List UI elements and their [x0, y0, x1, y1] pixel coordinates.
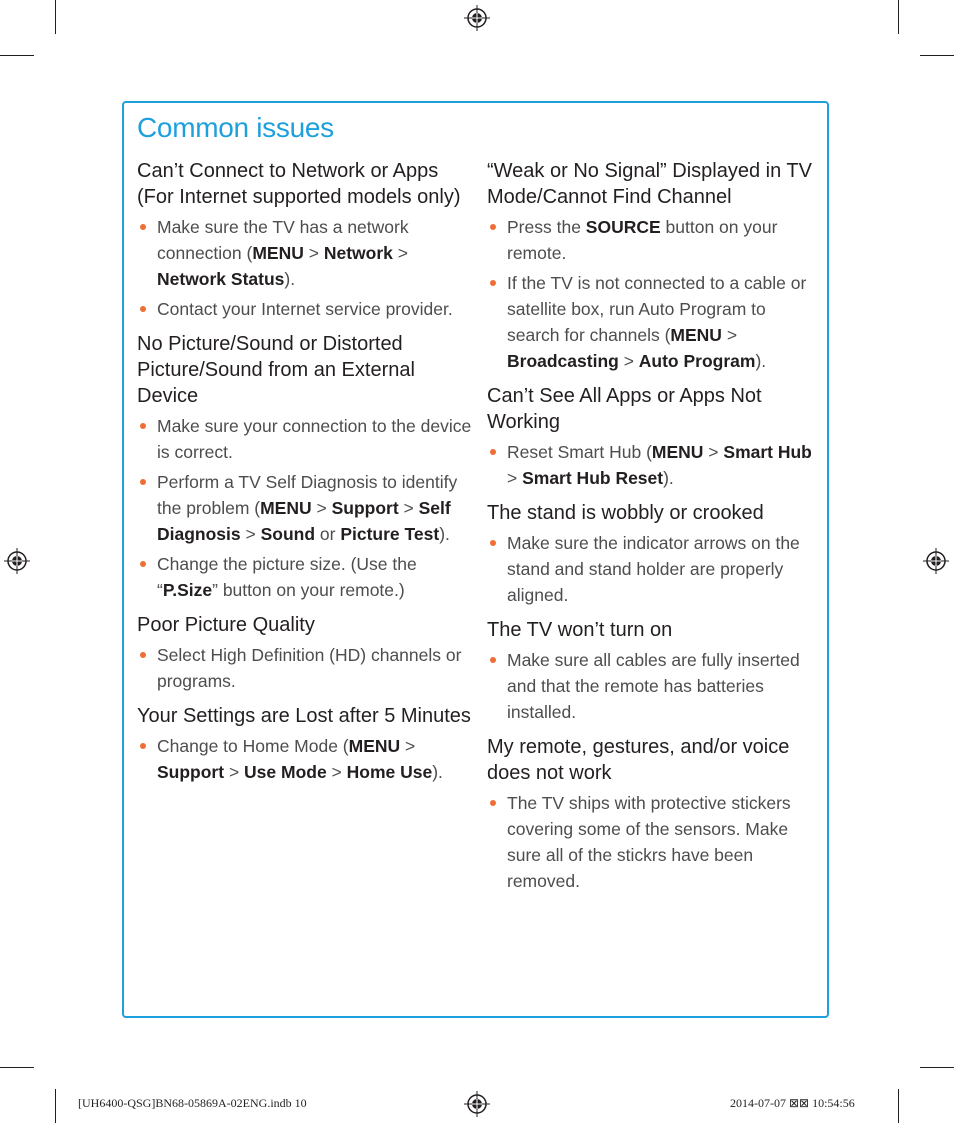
bullet-text: Perform a TV Self Diagnosis to identify the problem ( — [157, 472, 458, 518]
bullet-text: ” button on your remote.) — [212, 580, 405, 600]
menu-path-keyword: MENU — [651, 442, 704, 462]
bullet-dot-icon — [490, 540, 496, 546]
bullet-dot-icon — [140, 224, 146, 230]
bullet-item — [137, 296, 472, 322]
menu-path-keyword: P.Size — [162, 580, 213, 600]
bullet-text: > — [303, 243, 324, 263]
bullet-text: Press the — [507, 217, 586, 237]
page-title: Common issues — [137, 112, 334, 143]
bullet-text: Make sure the indicator arrows on the stand and stand holder are properly aligned. — [507, 533, 800, 605]
registration-mark-icon — [923, 548, 949, 574]
menu-path-keyword: Network — [323, 243, 393, 263]
bullet-text: > — [392, 243, 408, 263]
menu-path-keyword: Use Mode — [244, 762, 327, 782]
menu-path-keyword: Network Status — [157, 269, 285, 289]
bullet-item — [137, 214, 472, 292]
file-slug: [UH6400-QSG]BN68-05869A-02ENG.indb 10 — [78, 1096, 307, 1110]
crop-mark-icon — [920, 1067, 954, 1068]
bullet-dot-icon — [490, 657, 496, 663]
crop-mark-icon — [0, 55, 34, 56]
bullet-list — [137, 642, 472, 694]
bullet-list — [137, 413, 472, 603]
bullet-item — [137, 551, 472, 603]
menu-path-keyword: MENU — [670, 325, 722, 345]
section-heading: Can’t See All Apps or Apps Not Working — [487, 385, 762, 433]
menu-path-keyword: Support — [331, 498, 399, 518]
bullet-text: > — [398, 498, 419, 518]
bullet-text: ). — [755, 351, 767, 371]
menu-path-keyword: MENU — [260, 498, 312, 518]
section-heading: No Picture/Sound or Distorted Picture/Sound from an External Device — [137, 333, 415, 407]
menu-path-keyword: Support — [157, 762, 225, 782]
bullet-text: > — [618, 351, 639, 371]
bullet-list — [137, 214, 472, 322]
bullet-dot-icon — [140, 423, 146, 429]
bullet-text: Reset Smart Hub ( — [507, 442, 652, 462]
bullet-dot-icon — [490, 800, 496, 806]
bullet-item — [487, 790, 817, 894]
bullet-text: Make sure the TV has a network connection ( — [157, 217, 409, 263]
crop-mark-icon — [898, 1089, 899, 1123]
bullet-list — [487, 530, 817, 608]
menu-path-keyword: Sound — [260, 524, 316, 544]
bullet-text: > — [326, 762, 347, 782]
bullet-list — [487, 214, 817, 374]
right-column — [487, 158, 817, 903]
section-heading: Can’t Connect to Network or Apps (For Internet supported models only) — [137, 160, 461, 208]
bullet-dot-icon — [140, 561, 146, 567]
section-heading: The TV won’t turn on — [487, 619, 673, 641]
left-column — [137, 158, 472, 794]
bullet-dot-icon — [490, 224, 496, 230]
bullet-text: > — [240, 524, 261, 544]
registration-mark-icon — [4, 548, 30, 574]
bullet-item — [137, 642, 472, 694]
bullet-text: Change the picture size. (Use the “ — [157, 554, 417, 600]
bullet-text: ). — [432, 762, 443, 782]
bullet-dot-icon — [490, 449, 496, 455]
bullet-list — [487, 647, 817, 725]
menu-path-keyword: Smart Hub Reset — [522, 468, 664, 488]
section — [137, 158, 472, 322]
bullet-text: ). — [663, 468, 674, 488]
bullet-text: > — [507, 468, 523, 488]
print-timestamp: 2014-07-07 ⊠⊠ 10:54:56 — [730, 1096, 855, 1110]
menu-path-keyword: Smart Hub — [723, 442, 812, 462]
bullet-item — [487, 530, 817, 608]
menu-path-keyword: MENU — [252, 243, 304, 263]
bullet-text: > — [311, 498, 332, 518]
crop-mark-icon — [55, 0, 56, 34]
bullet-item — [487, 214, 817, 266]
section — [487, 500, 817, 608]
bullet-list — [137, 733, 472, 785]
menu-path-keyword: SOURCE — [585, 217, 661, 237]
bullet-list — [487, 439, 817, 491]
menu-path-keyword: MENU — [348, 736, 401, 756]
bullet-item — [487, 647, 817, 725]
bullet-dot-icon — [490, 280, 496, 286]
bullet-list — [487, 790, 817, 894]
menu-path-keyword: Picture Test — [340, 524, 440, 544]
registration-mark-icon — [464, 1091, 490, 1117]
bullet-text: If the TV is not connected to a cable or satellite box, run Auto Program to search for channels ( — [507, 273, 807, 345]
section — [487, 617, 817, 725]
bullet-text: button on your remote. — [507, 217, 778, 263]
bullet-dot-icon — [140, 306, 146, 312]
registration-mark-icon — [464, 5, 490, 31]
section — [137, 703, 472, 785]
bullet-dot-icon — [140, 743, 146, 749]
bullet-item — [137, 733, 472, 785]
menu-path-keyword: Auto Program — [638, 351, 756, 371]
bullet-text: or — [315, 524, 341, 544]
bullet-text: The TV ships with protective stickers covering some of the sensors. Make sure all of the stickrs have been removed. — [507, 793, 791, 891]
bullet-dot-icon — [140, 479, 146, 485]
menu-path-keyword: Self Diagnosis — [157, 498, 451, 544]
bullet-item — [487, 439, 817, 491]
bullet-text: > — [400, 736, 416, 756]
bullet-text: > — [224, 762, 245, 782]
bullet-text: > — [703, 442, 724, 462]
bullet-item — [487, 270, 817, 374]
bullet-item — [137, 469, 472, 547]
section-heading: “Weak or No Signal” Displayed in TV Mode/Cannot Find Channel — [487, 160, 812, 208]
bullet-item — [137, 413, 472, 465]
crop-mark-icon — [55, 1089, 56, 1123]
section — [487, 158, 817, 374]
bullet-dot-icon — [140, 652, 146, 658]
bullet-text: Make sure all cables are fully inserted and that the remote has batteries installed. — [507, 650, 800, 722]
crop-mark-icon — [0, 1067, 34, 1068]
crop-mark-icon — [898, 0, 899, 34]
bullet-text: > — [721, 325, 738, 345]
section — [137, 331, 472, 603]
bullet-text: Change to Home Mode ( — [157, 736, 349, 756]
section-heading: Poor Picture Quality — [137, 614, 315, 636]
bullet-text: ). — [284, 269, 296, 289]
section — [137, 612, 472, 694]
bullet-text: Make sure your connection to the device is correct. — [157, 416, 472, 462]
section — [487, 734, 817, 894]
bullet-text: Contact your Internet service provider. — [157, 299, 453, 319]
crop-mark-icon — [920, 55, 954, 56]
section-heading: The stand is wobbly or crooked — [487, 502, 764, 524]
menu-path-keyword: Broadcasting — [507, 351, 619, 371]
bullet-text: ). — [439, 524, 450, 544]
section-heading: My remote, gestures, and/or voice does not work — [487, 736, 790, 784]
section — [487, 383, 817, 491]
menu-path-keyword: Home Use — [346, 762, 433, 782]
bullet-text: Select High Definition (HD) channels or programs. — [157, 645, 462, 691]
section-heading: Your Settings are Lost after 5 Minutes — [137, 705, 471, 727]
